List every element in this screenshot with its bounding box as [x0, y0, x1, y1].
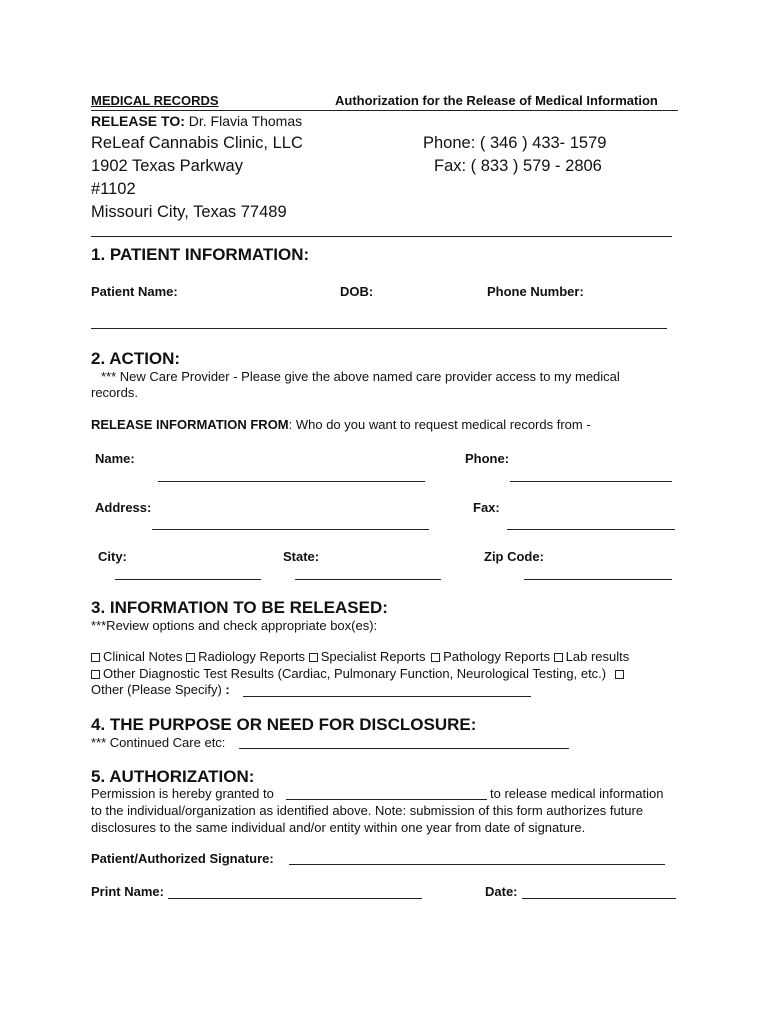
options-row-3	[91, 682, 230, 697]
other-specify-colon: :	[225, 682, 230, 697]
from-state-label: State:	[283, 549, 320, 564]
section-5-title: 5. AUTHORIZATION:	[91, 767, 255, 786]
release-to-label: RELEASE TO	[91, 113, 181, 129]
action-text-1: *** New Care Provider - Please give the above named care provider access to my medical	[101, 369, 620, 384]
pathology-reports-checkbox[interactable]	[431, 653, 440, 662]
purpose-field[interactable]	[239, 748, 569, 749]
clinic-rule	[91, 236, 672, 237]
from-fax-label: Fax:	[473, 500, 500, 515]
other-specify-field[interactable]	[243, 696, 531, 697]
lab-results-label: Lab results	[565, 649, 630, 664]
from-name-field[interactable]	[158, 481, 425, 482]
permission-label-2: to release medical information	[490, 786, 664, 801]
other-specify-checkbox[interactable]	[615, 670, 624, 679]
from-zip-field[interactable]	[524, 579, 672, 580]
permission-label: Permission is hereby granted to	[91, 786, 274, 801]
release-from-text: : Who do you want to request medical records from -	[288, 417, 591, 432]
from-address-label: Address:	[95, 500, 152, 515]
release-to-name: Dr. Flavia Thomas	[188, 113, 303, 129]
clinic-phone: Phone: ( 346 ) 433- 1579	[423, 134, 607, 152]
from-name-label: Name:	[95, 451, 135, 466]
authorization-text-3: disclosures to the same individual and/or entity within one year from date of signature.	[91, 820, 586, 835]
options-row-2	[91, 666, 627, 681]
clinic-name: ReLeaf Cannabis Clinic, LLC	[91, 134, 303, 152]
pathology-reports-label: Pathology Reports	[443, 649, 551, 664]
from-phone-label: Phone:	[465, 451, 510, 466]
granted-to-field[interactable]	[286, 799, 487, 800]
continued-care-label: *** Continued Care etc:	[91, 735, 226, 750]
clinical-notes-checkbox[interactable]	[91, 653, 100, 662]
other-diagnostic-checkbox[interactable]	[91, 670, 100, 679]
patient-info-field[interactable]	[91, 328, 667, 329]
form-title-left: MEDICAL RECORDS	[91, 93, 219, 108]
clinical-notes-label: Clinical Notes	[103, 649, 183, 664]
options-row-1	[91, 649, 629, 664]
radiology-reports-label: Radiology Reports	[198, 649, 306, 664]
clinic-city-state-zip: Missouri City, Texas 77489	[91, 203, 287, 221]
specialist-reports-label: Specialist Reports	[320, 649, 426, 664]
header-rule	[91, 110, 678, 111]
from-fax-field[interactable]	[507, 529, 675, 530]
form-title-right: Authorization for the Release of Medical Information	[335, 93, 658, 108]
dob-label: DOB:	[340, 284, 374, 299]
print-name-field[interactable]	[168, 898, 422, 899]
date-label: Date:	[485, 884, 518, 899]
release-from	[91, 417, 591, 432]
from-address-field[interactable]	[152, 529, 429, 530]
from-city-field[interactable]	[115, 579, 261, 580]
clinic-address-1: 1902 Texas Parkway	[91, 157, 243, 175]
action-text-2: records.	[91, 385, 138, 400]
specialist-reports-checkbox[interactable]	[309, 653, 318, 662]
date-field[interactable]	[522, 898, 676, 899]
print-name-label: Print Name:	[91, 884, 164, 899]
clinic-fax: Fax: ( 833 ) 579 - 2806	[434, 157, 602, 175]
authorization-text-2: to the individual/organization as identified above. Note: submission of this form authorizes future	[91, 803, 644, 818]
from-zip-label: Zip Code:	[484, 549, 544, 564]
release-to: RELEASE TO: Dr. Flavia Thomas	[91, 113, 303, 129]
other-specify-label: Other (Please Specify)	[91, 682, 222, 697]
from-city-label: City:	[98, 549, 127, 564]
other-diagnostic-label: Other Diagnostic Test Results (Cardiac, Pulmonary Function, Neurological Testing, etc.)	[103, 666, 607, 681]
section-3-title: 3. INFORMATION TO BE RELEASED:	[91, 598, 388, 617]
release-from-label: RELEASE INFORMATION FROM	[91, 417, 289, 432]
signature-field[interactable]	[289, 864, 665, 865]
from-phone-field[interactable]	[510, 481, 672, 482]
radiology-reports-checkbox[interactable]	[186, 653, 195, 662]
section-3-instruction: ***Review options and check appropriate box(es):	[91, 618, 378, 633]
section-4-title: 4. THE PURPOSE OR NEED FOR DISCLOSURE:	[91, 715, 477, 734]
section-2-title: 2. ACTION:	[91, 349, 181, 368]
signature-label: Patient/Authorized Signature:	[91, 851, 274, 866]
from-state-field[interactable]	[295, 579, 441, 580]
lab-results-checkbox[interactable]	[554, 653, 563, 662]
phone-number-label: Phone Number:	[487, 284, 584, 299]
section-1-title: 1. PATIENT INFORMATION:	[91, 245, 310, 264]
clinic-address-2: #1102	[91, 180, 136, 198]
patient-name-label: Patient Name:	[91, 284, 178, 299]
